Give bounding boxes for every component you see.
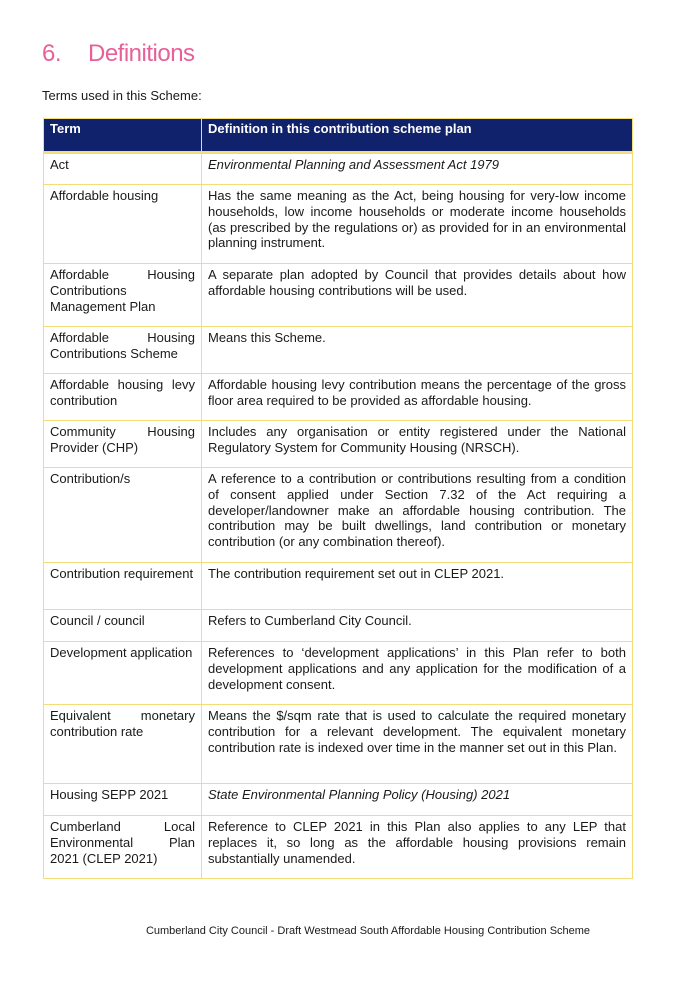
header-definition: Definition in this contribution scheme plan (202, 119, 633, 153)
definition-cell: Environmental Planning and Assessment Act 1979 (202, 153, 633, 185)
table-row (44, 421, 633, 468)
definition-cell: Affordable housing levy contribution means the percentage of the gross floor area required to be provided as affordable housing. (202, 374, 633, 421)
table-row (44, 185, 633, 264)
term-cell: Contribution/s (44, 468, 202, 563)
definition-cell: References to ‘development applications’ in this Plan refer to both development applications and any application for the modification of a development consent. (202, 642, 633, 705)
definition-cell: A reference to a contribution or contributions resulting from a condition of consent applied under Section 7.32 of the Act requiring a developer/landowner make an affordable housing contribution. The contribution may be built dwellings, land contribution or monetary contribution (or any combination thereof). (202, 468, 633, 563)
table-row (44, 264, 633, 327)
table-row (44, 784, 633, 816)
table-row (44, 705, 633, 784)
term-cell: Development application (44, 642, 202, 705)
table-row (44, 327, 633, 374)
term-cell: Council / council (44, 610, 202, 642)
definition-cell: Reference to CLEP 2021 in this Plan also applies to any LEP that replaces it, so long as the affordable housing provisions remain substantially unamended. (202, 816, 633, 879)
table-header-row (44, 119, 633, 153)
definitions-body (44, 153, 633, 879)
definition-cell: Means this Scheme. (202, 327, 633, 374)
section-heading (42, 40, 195, 68)
table-row (44, 610, 633, 642)
term-cell: Housing SEPP 2021 (44, 784, 202, 816)
definition-cell: State Environmental Planning Policy (Housing) 2021 (202, 784, 633, 816)
header-term: Term (44, 119, 202, 153)
page-footer: Cumberland City Council - Draft Westmead South Affordable Housing Contribution Scheme (145, 925, 591, 937)
table-row (44, 153, 633, 185)
definition-cell: Includes any organisation or entity registered under the National Regulatory System for Community Housing (NRSCH). (202, 421, 633, 468)
definition-cell: The contribution requirement set out in CLEP 2021. (202, 563, 633, 610)
term-cell: Affordable housing (44, 185, 202, 264)
definitions-table (43, 118, 633, 879)
term-cell: Community Housing Provider (CHP) (44, 421, 202, 468)
term-cell: Affordable Housing Contributions Scheme (44, 327, 202, 374)
term-cell: Act (44, 153, 202, 185)
definition-cell: Has the same meaning as the Act, being housing for very-low income households, low income households or moderate income households (as prescribed by the regulations or) as provided for in an environmental planning instrument. (202, 185, 633, 264)
section-number: 6. (42, 40, 62, 67)
definition-cell: A separate plan adopted by Council that provides details about how affordable housing contributions will be used. (202, 264, 633, 327)
intro-text: Terms used in this Scheme: (42, 88, 202, 103)
definition-cell: Means the $/sqm rate that is used to calculate the required monetary contribution for a relevant development. The equivalent monetary contribution rate is indexed over time in the manner set out in this Plan. (202, 705, 633, 784)
term-cell: Affordable Housing Contributions Management Plan (44, 264, 202, 327)
term-cell: Affordable housing levy contribution (44, 374, 202, 421)
table-row (44, 642, 633, 705)
term-cell: Cumberland Local Environmental Plan 2021 (CLEP 2021) (44, 816, 202, 879)
table-row (44, 563, 633, 610)
table-row (44, 468, 633, 563)
table-row (44, 374, 633, 421)
term-cell: Equivalent monetary contribution rate (44, 705, 202, 784)
table-row (44, 816, 633, 879)
term-cell: Contribution requirement (44, 563, 202, 610)
definition-cell: Refers to Cumberland City Council. (202, 610, 633, 642)
section-title: Definitions (88, 40, 195, 67)
